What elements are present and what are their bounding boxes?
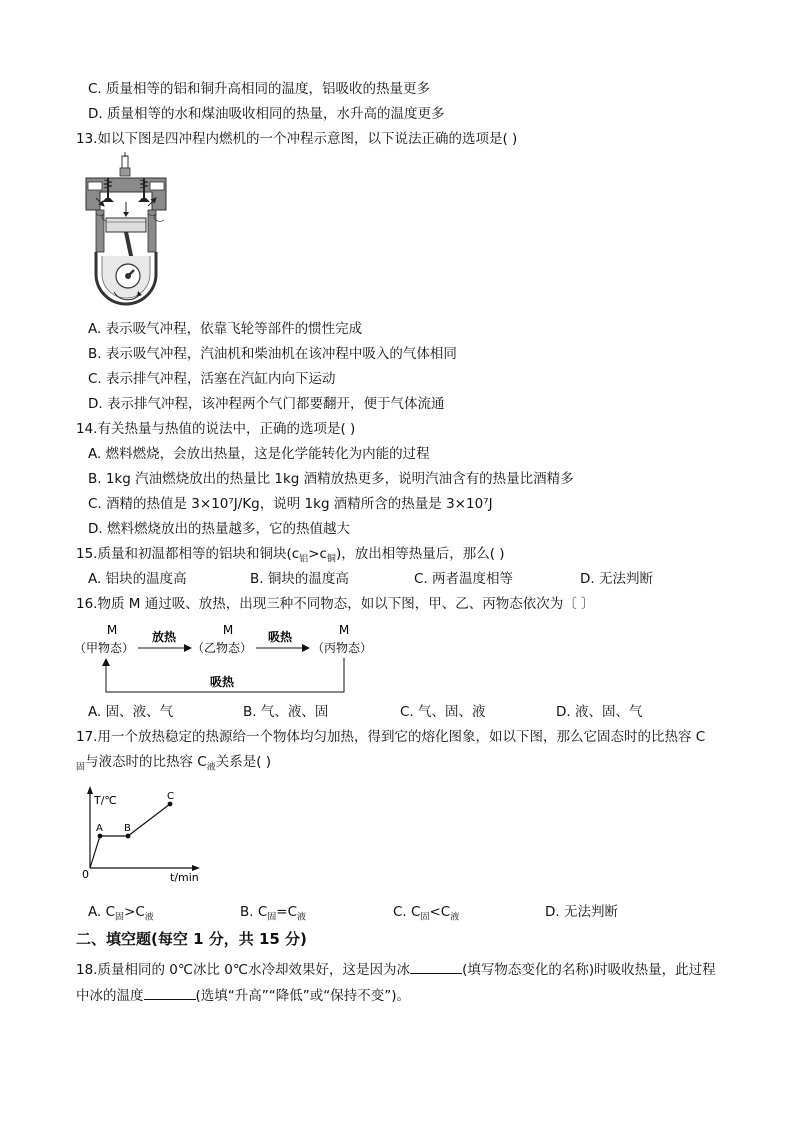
diagram-state-2: （乙物态） bbox=[191, 641, 253, 655]
diagram-state-3: （丙物态） bbox=[311, 641, 373, 655]
graph-point-b bbox=[126, 834, 131, 839]
graph-x-label: t/min bbox=[170, 871, 199, 884]
q18-blank-1[interactable] bbox=[410, 959, 462, 974]
q14-option-a: A. 燃料燃烧，会放出热量，这是化学能转化为内能的过程 bbox=[88, 446, 430, 462]
arrow-head-3 bbox=[102, 658, 110, 666]
engine-stroke-diagram bbox=[82, 152, 170, 308]
q12-option-d: D. 质量相等的水和煤油吸收相同的热量，水升高的温度更多 bbox=[88, 106, 445, 122]
q13-option-d: D. 表示排气冲程，该冲程两个气门都要翻开，便于气体流通 bbox=[88, 396, 445, 412]
arrow-head-2 bbox=[302, 644, 310, 652]
section-2-title: 二、填空题(每空 1 分，共 15 分) bbox=[76, 930, 307, 948]
arrow-head-1 bbox=[184, 644, 192, 652]
state-change-diagram bbox=[72, 620, 392, 700]
q17-option-c: C. $C_固<C_液$ bbox=[393, 904, 460, 923]
graph-y-label: T/℃ bbox=[94, 794, 117, 807]
q13-option-c: C. 表示排气冲程，活塞在汽缸内向下运动 bbox=[88, 371, 336, 387]
melting-graph bbox=[78, 784, 218, 886]
diagram-arrow-label-3: 吸热 bbox=[209, 675, 235, 689]
q14-option-d: D. 燃料燃烧放出的热量越多，它的热值越大 bbox=[88, 521, 350, 537]
q18-blank-2[interactable] bbox=[144, 985, 196, 1000]
q14-option-c: C. 酒精的热值是 3×10⁷J/Kg，说明 1kg 酒精所含的热量是 3×10⁷J bbox=[88, 496, 493, 512]
q12-option-c: C. 质量相等的铝和铜升高相同的温度，铝吸收的热量更多 bbox=[88, 81, 431, 97]
q14-stem: 14.有关热量与热值的说法中，正确的选项是( ) bbox=[76, 421, 356, 437]
graph-label-a: A bbox=[96, 823, 103, 834]
q15-stem: 15.质量和初温都相等的铝块和铜块$(c_铝>c_铜)$，放出相等热量后，那么( ) bbox=[76, 546, 505, 565]
graph-label-b: B bbox=[124, 823, 131, 834]
q16-option-a: A. 固、液、气 bbox=[88, 704, 174, 720]
q15-option-a: A. 铝块的温度高 bbox=[88, 571, 187, 587]
diagram-arrow-label-1: 放热 bbox=[151, 630, 177, 644]
q17-option-b: B. $C_固=C_液$ bbox=[240, 904, 307, 923]
diagram-m1: M bbox=[106, 623, 118, 637]
diagram-m2: M bbox=[222, 623, 234, 637]
q16-option-b: B. 气、液、固 bbox=[243, 704, 329, 720]
q13-option-a: A. 表示吸气冲程，依靠飞轮等部件的惯性完成 bbox=[88, 321, 363, 337]
q17-option-a: A. $C_固>C_液$ bbox=[88, 904, 154, 923]
q13-option-b: B. 表示吸气冲程，汽油机和柴油机在该冲程中吸入的气体相同 bbox=[88, 346, 457, 362]
graph-label-c: C bbox=[167, 791, 174, 802]
diagram-m3: M bbox=[338, 623, 350, 637]
q17-stem-line2: $_固$与液态时的比热容 $C_液$关系是( ) bbox=[76, 754, 272, 773]
graph-origin: 0 bbox=[82, 868, 89, 881]
q16-option-d: D. 液、固、气 bbox=[556, 704, 643, 720]
graph-point-c bbox=[168, 802, 173, 807]
diagram-arrow-label-2: 吸热 bbox=[267, 630, 293, 644]
diagram-state-1: （甲物态） bbox=[73, 641, 135, 655]
q15-option-c: C. 两者温度相等 bbox=[414, 571, 514, 587]
q17-stem-line1: 17.用一个放热稳定的热源给一个物体均匀加热，得到它的熔化图象，如以下图，那么它固态时的比热容 C bbox=[76, 729, 706, 745]
q14-option-b: B. 1kg 汽油燃烧放出的热量比 1kg 酒精放热更多，说明汽油含有的热量比酒精多 bbox=[88, 471, 574, 487]
q16-option-c: C. 气、固、液 bbox=[400, 704, 486, 720]
q15-option-d: D. 无法判断 bbox=[580, 571, 653, 587]
q17-option-d: D. 无法判断 bbox=[545, 904, 618, 920]
q18-text: 18.质量相同的 0℃冰比 0℃水冷却效果好，这是因为冰 (填写物态变化的名称)时吸收热量，此过程 中冰的温度 (选填“升高”“降低”或“保持不变”)。 bbox=[76, 957, 726, 1009]
q13-stem: 13.如以下图是四冲程内燃机的一个冲程示意图，以下说法正确的选项是( ) bbox=[76, 131, 518, 147]
q16-stem: 16.物质 M 通过吸、放热，出现三种不同物态，如以下图，甲、乙、丙物态依次为〔 〕 bbox=[76, 596, 595, 612]
graph-point-a bbox=[98, 834, 103, 839]
q15-option-b: B. 铜块的温度高 bbox=[250, 571, 349, 587]
